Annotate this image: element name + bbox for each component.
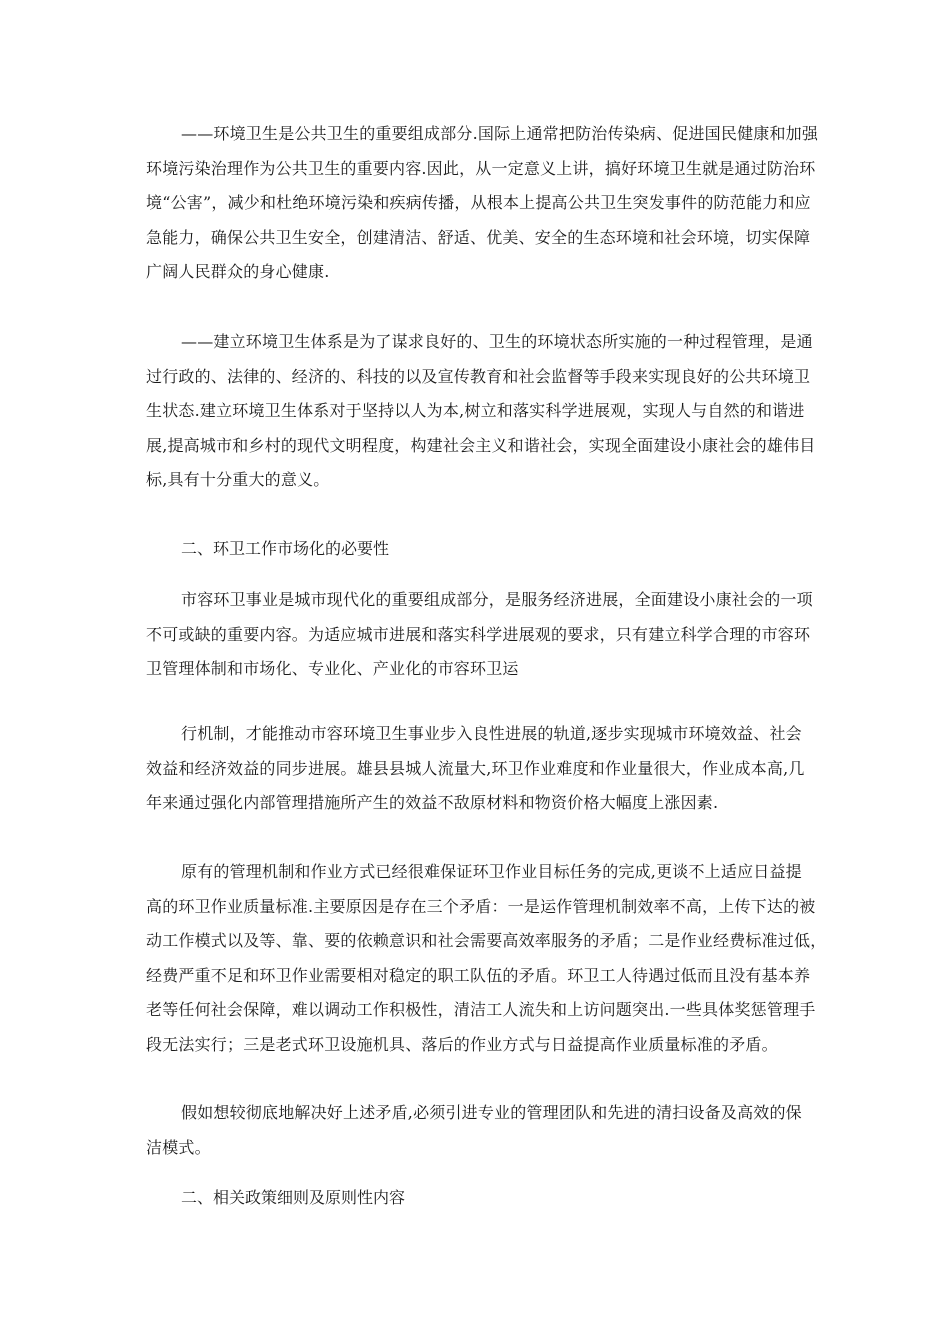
text-line: 生状态.建立环境卫生体系对于坚持以人为本,树立和落实科学进展观，实现人与自然的和谐进 — [146, 401, 805, 421]
text-line: 标,具有十分重大的意义。 — [146, 470, 330, 490]
text-line: 不可或缺的重要内容。为适应城市进展和落实科学进展观的要求，只有建立科学合理的市容环 — [146, 624, 811, 644]
text-line: ——环境卫生是公共卫生的重要组成部分.国际上通常把防治传染病、促进国民健康和加强 — [181, 124, 819, 143]
text-line: 高的环卫作业质量标准.主要原因是存在三个矛盾：一是运作管理机制效率不高，上传下达的被 — [146, 896, 816, 916]
text-line: 原有的管理机制和作业方式已经很难保证环卫作业目标任务的完成,更谈不上适应日益提 — [181, 862, 802, 881]
paragraph-city-appearance — [146, 583, 813, 687]
text-line: ——建立环境卫生体系是为了谋求良好的、卫生的环境状态所实施的一种过程管理，是通 — [181, 332, 813, 351]
text-line: 卫管理体制和市场化、专业化、产业化的市容环卫运 — [146, 659, 519, 679]
text-line: 动工作模式以及等、靠、要的依赖意识和社会需要高效率服务的矛盾；二是作业经费标准过低， — [146, 931, 827, 951]
text-line: 展,提高城市和乡村的现代文明程度，构建社会主义和谐社会，实现全面建设小康社会的雄伟目 — [146, 435, 816, 455]
paragraph-sanitation-system — [146, 325, 816, 498]
text-line: 市容环卫事业是城市现代化的重要组成部分，是服务经济进展，全面建设小康社会的一项 — [181, 590, 813, 609]
text-line: 过行政的、法律的、经济的、科技的以及宣传教育和社会监督等手段来实现良好的公共环境卫 — [146, 366, 811, 386]
text-line: 环境污染治理作为公共卫生的重要内容.因此，从一定意义上讲，搞好环境卫生就是通过防治环 — [146, 158, 816, 178]
section-heading-policy: 二、相关政策细则及原则性内容 — [181, 1188, 406, 1207]
paragraph-public-health — [146, 117, 819, 290]
text-line: 行机制，才能推动市容环境卫生事业步入良性进展的轨道,逐步实现城市环境效益、社会 — [181, 724, 802, 743]
text-line: 段无法实行；三是老式环卫设施机具、落后的作业方式与日益提高作业质量标准的矛盾。 — [146, 1034, 778, 1054]
text-line: 老等任何社会保障，难以调动工作积极性，清洁工人流失和上访问题突出.一些具体奖惩管理手 — [146, 1000, 816, 1020]
text-line: 境“公害”，减少和杜绝环境污染和疾病传播，从根本上提高公共卫生突发事件的防范能力和应 — [146, 193, 811, 213]
text-line: 急能力，确保公共卫生安全，创建清洁、舒适、优美、安全的生态环境和社会环境，切实保障 — [146, 227, 811, 247]
text-line: 年来通过强化内部管理措施所产生的效益不敌原材料和物资价格大幅度上涨因素. — [146, 793, 719, 813]
text-line: 广阔人民群众的身心健康. — [146, 262, 330, 282]
section-heading-marketization: 二、环卫工作市场化的必要性 — [181, 539, 390, 558]
paragraph-three-contradictions — [146, 855, 827, 1063]
text-line: 假如想较彻底地解决好上述矛盾,必须引进专业的管理团队和先进的清扫设备及高效的保 — [181, 1103, 802, 1122]
text-line: 效益和经济效益的同步进展。雄县县城人流量大,环卫作业难度和作业量很大，作业成本高,几 — [146, 758, 805, 778]
paragraph-operation-mechanism — [146, 717, 810, 821]
text-line: 经费严重不足和环卫作业需要相对稳定的职工队伍的矛盾。环卫工人待遇过低而且没有基本养 — [146, 965, 811, 985]
paragraph-solution — [146, 1096, 810, 1165]
text-line: 洁模式。 — [146, 1137, 211, 1157]
